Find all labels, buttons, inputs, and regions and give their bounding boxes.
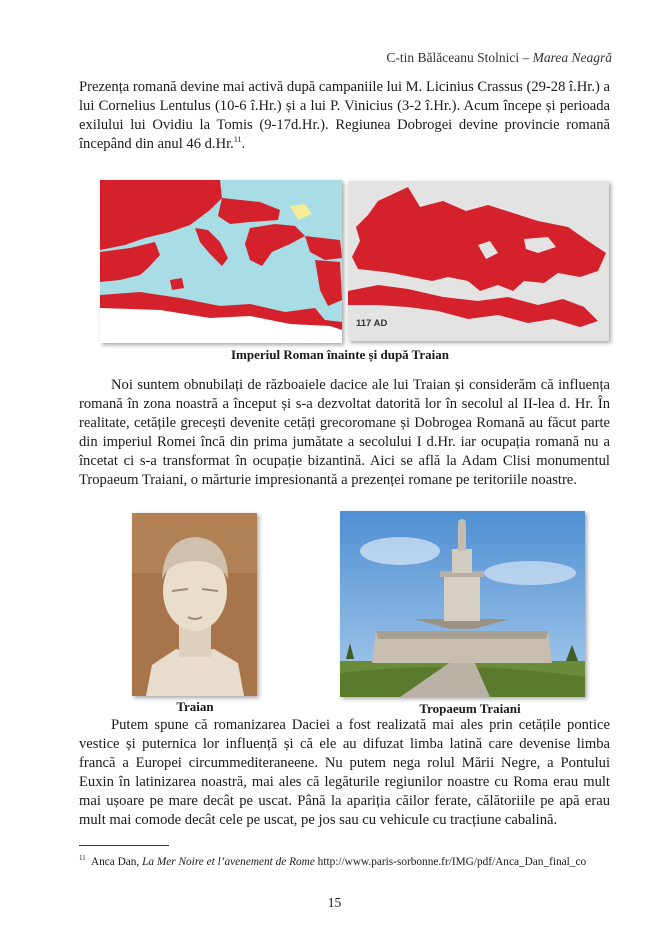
footnote-author: Anca Dan, (90, 855, 140, 868)
map-empire-117-ad (348, 181, 609, 341)
header-author: C-tin Bălăceanu Stolnici (386, 50, 520, 65)
footnote-url[interactable]: http://www.paris-sorbonne.fr/IMG/pdf/Anca_Dan_final_co (317, 855, 587, 868)
map-empire-before-trajan (100, 180, 342, 343)
footnote-divider (79, 845, 169, 846)
running-header (386, 50, 612, 66)
tropaeum-traiani-image (340, 511, 585, 697)
paragraph-dacian-wars: Noi suntem obnubilați de războaiele dacice ale lui Traian și considerăm că influența romană în zona noastră a început și s-a dezvoltat datorită lor în secolul al II-lea d. Hr. În realitate, cetățile grecești devenite cetăți grecoromane și Dobrogea Romană au făcut parte din imperiul Romei încă din prima jumătate a secolului I d.Hr. iar ocupația romană nu a încetat ci s-a transformat în ocupație bizantină. Aici se află la Adam Clisi monumentul Tropaeum Traiani, o mărturie impresionantă a prezenței romane pe teritoriile noastre. (79, 377, 610, 488)
page-number: 15 (327, 895, 342, 910)
trajan-caption: Traian (176, 699, 214, 714)
header-separator: – (519, 50, 533, 65)
footnote-work-title: La Mer Noire et l’avenement de Rome (142, 855, 315, 868)
footnote-11 (79, 851, 610, 869)
footnote-reference[interactable]: 11 (233, 134, 242, 144)
maps-caption: Imperiul Roman înainte și după Traian (230, 347, 450, 362)
map-117-ad-graphic (348, 181, 609, 341)
paragraph-1-text: Prezența romană devine mai activă după campaniile lui M. Licinius Crassus (29-28 î.Hr.) a lui Cornelius Lentulus (10-6 î.Hr.) și a lui P. Vinicius (3-2 î.Hr.). Acum începe și perioada exilului lui Ovidiu la Tomis (9-17d.Hr.). Regiunea Dobrogei devine provincie romană începând din anul 46 d.Hr. (79, 79, 610, 152)
trajan-bust-image (132, 513, 257, 696)
tropaeum-graphic (340, 511, 585, 697)
map-before-trajan-graphic (100, 180, 342, 343)
paragraph-romanization: Putem spune că romanizarea Daciei a fost realizată mai ales prin cetățile pontice vestice și puternica lor influență și că ele au difuzat limba latină care devenise limba francă a Europei circummediteraneene. Nu putem nega rolul Mării Negre, a Pontului Euxin în latinizarea noastră, mai ales că legăturile regiunilor noastre cu Roma erau mult mai ușoare pe mare decât pe uscat. Până la apariția căilor ferate, călătoriile pe apă erau mult mai comode decât cele pe uscat, pe jos sau cu vehicule cu tracțiune cabalină. (79, 717, 610, 828)
tropaeum-caption: Tropaeum Traiani (419, 701, 521, 716)
trajan-bust-graphic (132, 513, 257, 696)
paragraph-1-end: . (241, 135, 246, 152)
paragraph-roman-presence (79, 78, 610, 154)
header-title: Marea Neagră (532, 50, 612, 65)
map-year-label: 117 AD (356, 318, 388, 329)
footnote-number: 11 (79, 854, 86, 862)
